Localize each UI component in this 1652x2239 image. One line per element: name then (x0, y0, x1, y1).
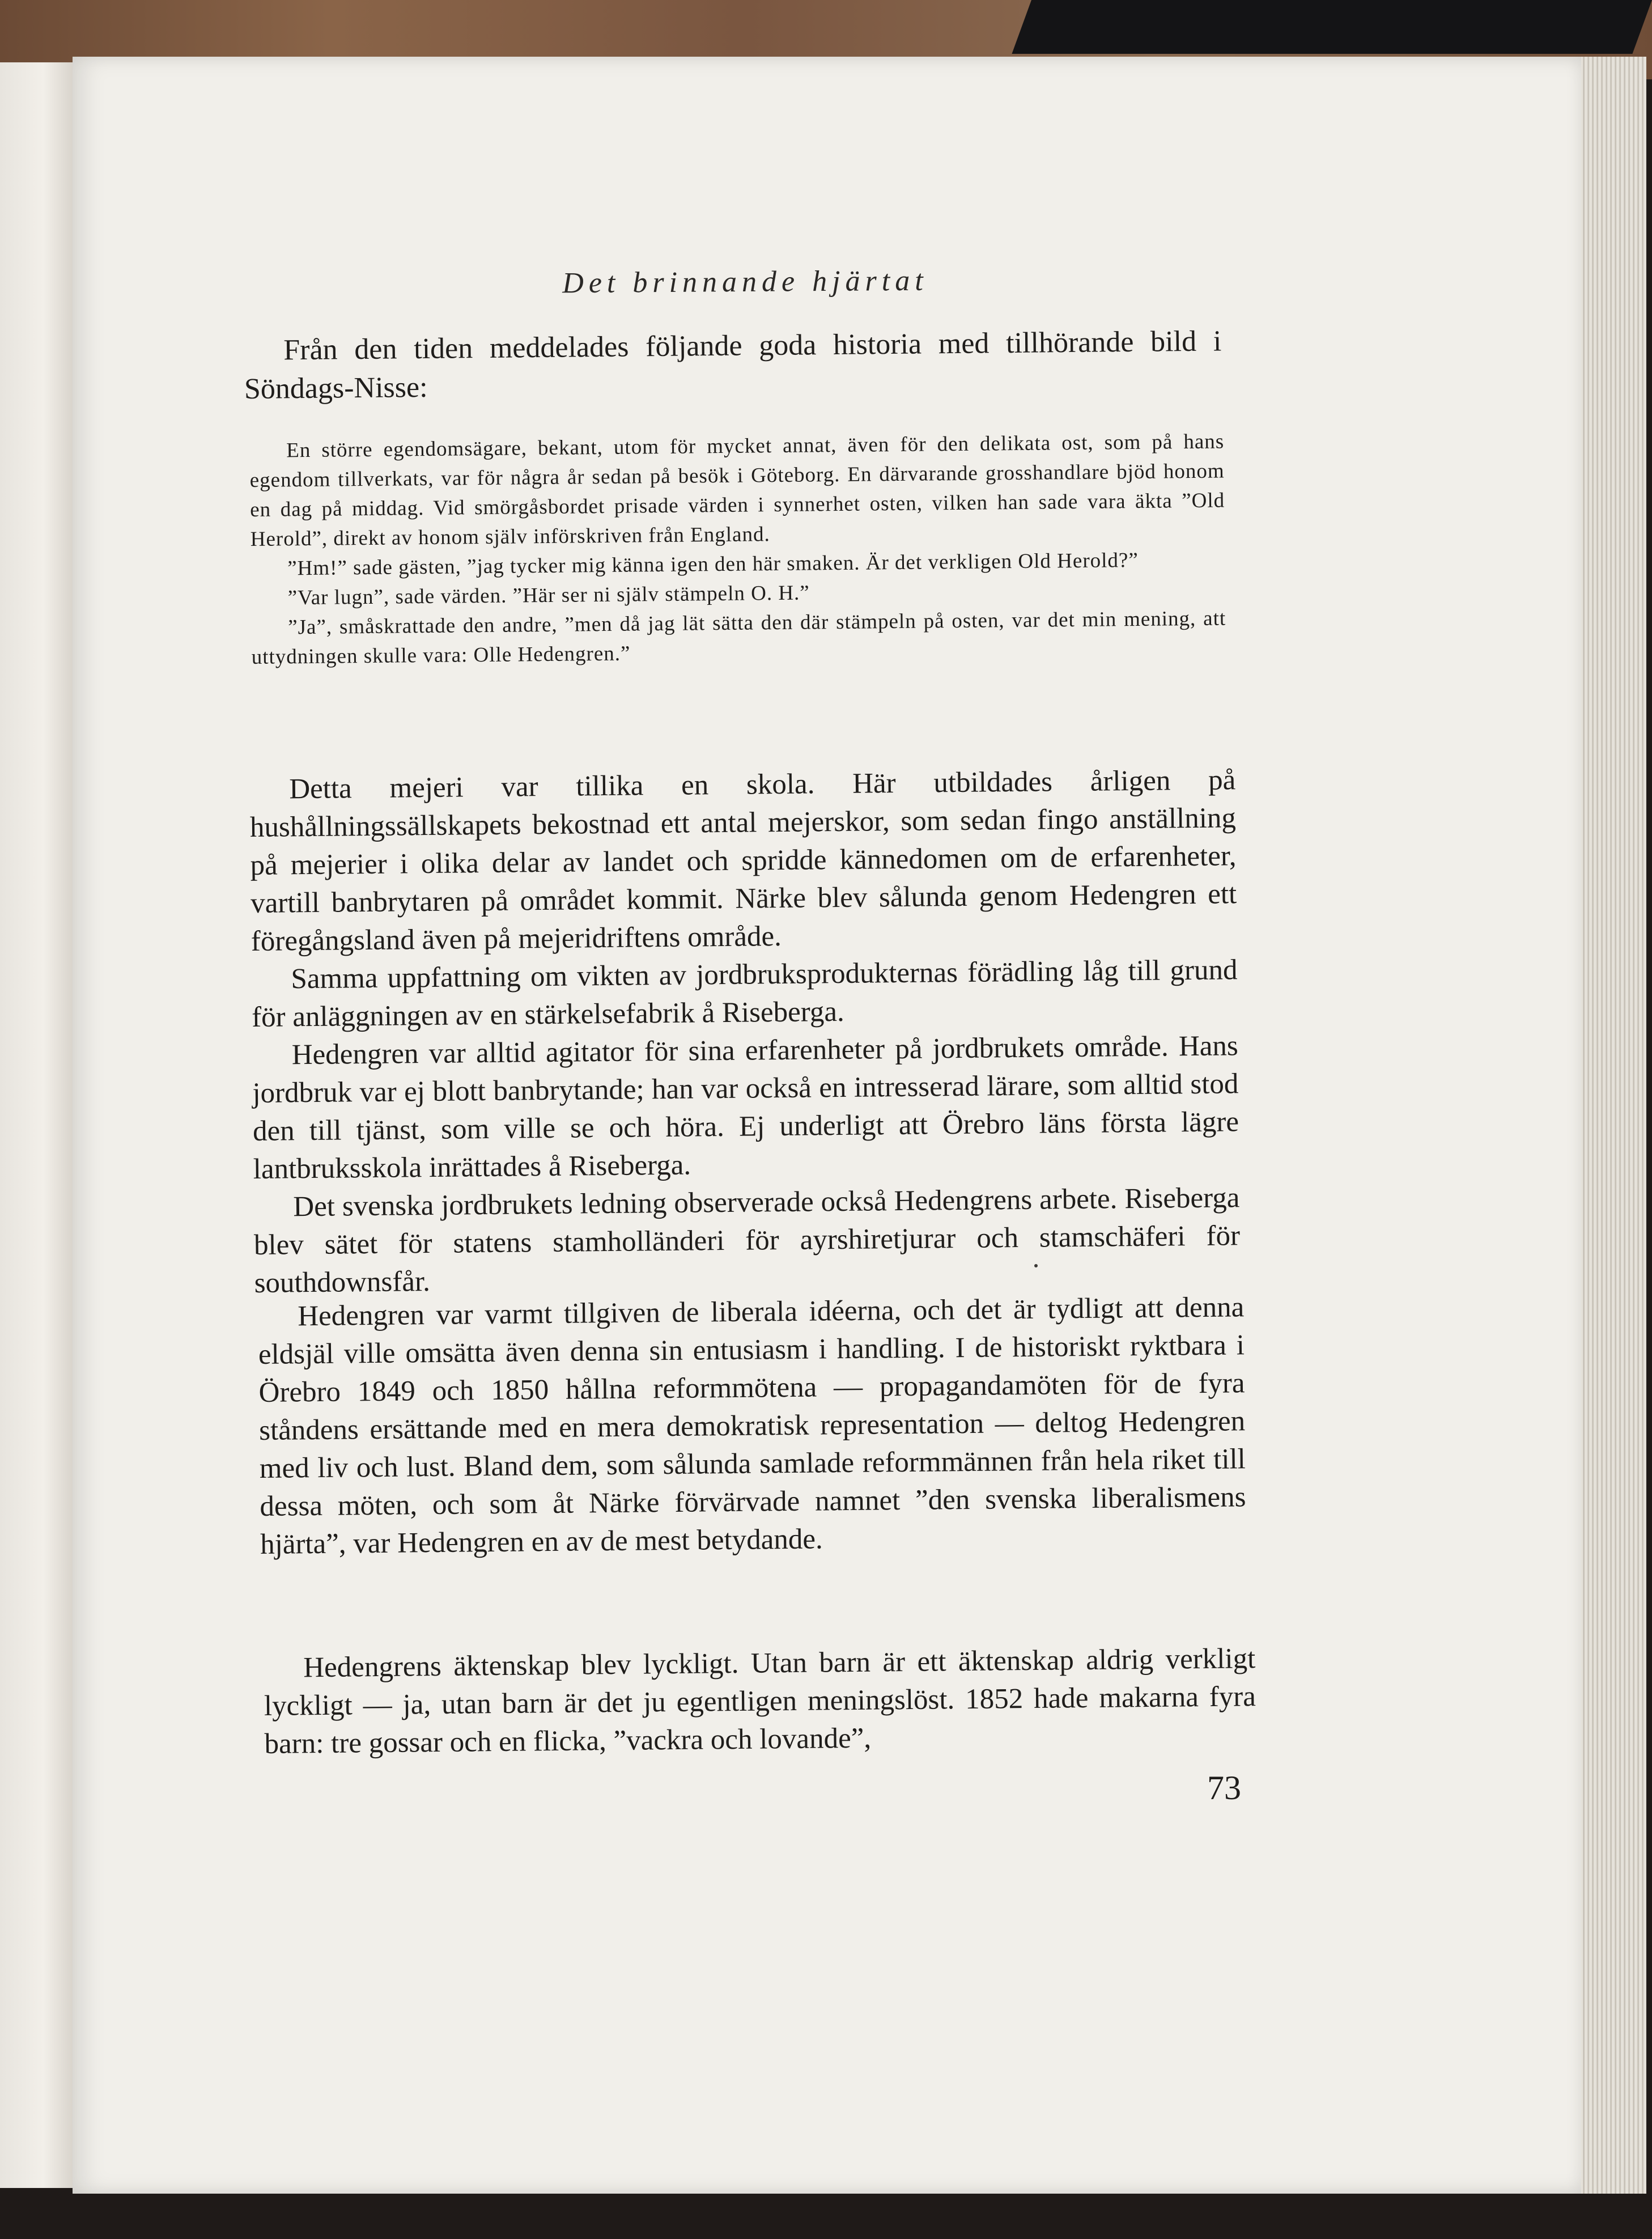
page-stack-edge (1581, 57, 1646, 2194)
intro-paragraph (244, 322, 1222, 409)
body-paragraph: Detta mejeri var tillika en skola. Här utbildades årligen på hushållningssällskapets bekostnad ett antal mejerskor, som sedan fingo anställning på mejerier i olika delar av landet och spridde kännedomen om de erfarenheter, vartill banbrytaren på området kommit. Närke blev sålunda genom Hedengren ett föregångsland även på mejeridriftens område. (249, 764, 1237, 957)
body-section-liberal (258, 1288, 1246, 1564)
quote-paragraph: ”Var lugn”, sade värden. ”Här ser ni själv stämpeln O. H.” (287, 581, 810, 610)
intro-text: Från den tiden meddelades följande goda historia med tillhörande bild i Söndags-Nisse: (244, 325, 1222, 405)
running-head: Det brinnande hjärtat (562, 264, 928, 300)
quote-paragraph: ”Ja”, småskrattade den andre, ”men då jag lät sätta den där stämpeln på osten, var det min mening, att uttydningen skulle vara: Olle Hedengren.” (251, 607, 1226, 669)
body-paragraph: Hedengren var varmt tillgiven de liberala idéerna, och det är tydligt att denna eldsjäl ville omsätta även denna sin entusiasm i handling. I de historiskt ryktbara i Örebro 1849 och 1850 hållna reformmötena — propagandamöten för de fyra ståndens ersättande med en mera demokratisk representation — deltog Hedengren med liv och lust. Bland dem, som sålunda samlade reformmännen från hela riket till dessa möten, och som åt Närke förvärvade namnet ”den svenska liberalismens hjärta”, var Hedengren en av de mest betydande. (258, 1291, 1246, 1560)
body-paragraph: Det svenska jordbrukets ledning observerade också Hedengrens arbete. Riseberga blev sätet för statens stamholländeri för ayrshiretjurar och stamschäferi för southdownsfår. (253, 1182, 1241, 1299)
ink-speck (1034, 1264, 1038, 1267)
page-number: 73 (1207, 1769, 1241, 1807)
quoted-anecdote (249, 427, 1226, 672)
body-section-dairy (249, 761, 1241, 1303)
quote-paragraph: En större egendomsägare, bekant, utom för mycket annat, även för den delikata ost, som på hans egendom tillverkats, var för några år sedan på besök i Göteborg. En därvarande grosshandlare bjöd honom en dag på middag. Vid smörgåsbordet prisade värden i synnerhet osten, vilken han sade vara äkta ”Old Herold”, direkt av honom själv införskriven från England. (249, 430, 1225, 551)
quote-paragraph: ”Hm!” sade gästen, ”jag tycker mig känna igen den här smaken. Är det verkligen Old Herold?” (287, 548, 1139, 580)
body-paragraph: Hedengren var alltid agitator för sina erfarenheter på jordbrukets område. Hans jordbruk var ej blott banbrytande; han var också en intresserad lärare, som alltid stod den till tjänst, som ville se och höra. Ej underligt att Örebro läns första lägre lantbruksskola inrättades å Riseberga. (252, 1030, 1239, 1185)
body-paragraph: Hedengrens äktenskap blev lyckligt. Utan barn är ett äktenskap aldrig verkligt lyckligt — ja, utan barn är det ju egentligen meningslöst. 1852 hade makarna fyra barn: tre gossar och en flicka, ”vackra och lovande”, (264, 1643, 1256, 1760)
body-paragraph: Samma uppfattning om vikten av jordbruksprodukternas förädling låg till grund för anläggningen av en stärkelsefabrik å Riseberga. (251, 954, 1238, 1033)
body-section-marriage (264, 1640, 1256, 1763)
dark-object-background (1012, 0, 1652, 54)
previous-page-edge (0, 62, 74, 2188)
